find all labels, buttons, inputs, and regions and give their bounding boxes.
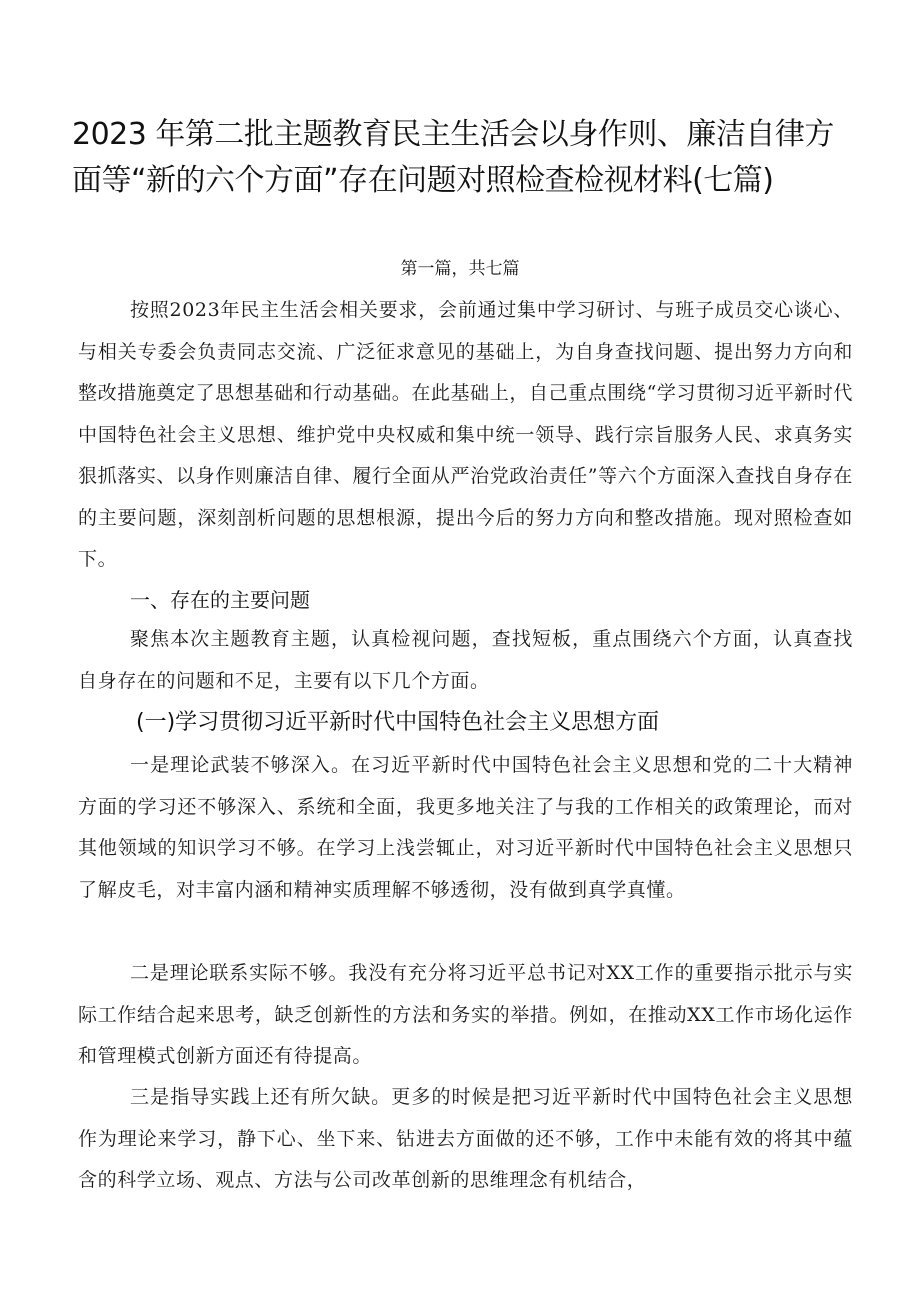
intro-paragraph: 按照2023年民主生活会相关要求，会前通过集中学习研讨、与班子成员交心谈心、与相关专委会负责同志交流、广泛征求意见的基础上，为自身查找问题、提出努力方向和整改措施奠定了思想基础和行动基础。在此基础上，自己重点围绕“学习贯彻习近平新时代中国特色社会主义思想、维护党中央权威和集中统一领导、践行宗旨服务人民、求真务实狠抓落实、以身作则廉洁自律、履行全面从严治党政治责任”等六个方面深入查找自身存在的主要问题，深刻剖析问题的思想根源，提出今后的努力方向和整改措施。现对照检查如下。 [78, 299, 853, 570]
point-two-paragraph: 二是理论联系实际不够。我没有充分将习近平总书记对XX工作的重要指示批示与实际工作结合起来思考，缺乏创新性的方法和务实的举措。例如，在推动XX工作市场化运作和管理模式创新方面还有待提高。 [78, 962, 853, 1067]
point-three-paragraph: 三是指导实践上还有所欠缺。更多的时候是把习近平新时代中国特色社会主义思想作为理论来学习，静下心、坐下来、钻进去方面做的还不够，工作中未能有效的将其中蕴含的科学立场、观点、方法与公司改革创新的思维理念有机结合， [78, 1086, 853, 1191]
document-title-line-2: 面等“新的六个方面”存在问题对照检查检视材料(七篇) [72, 163, 774, 198]
focus-paragraph: 聚焦本次主题教育主题，认真检视问题，查找短板，重点围绕六个方面，认真查找自身存在的问题和不足，主要有以下几个方面。 [78, 628, 853, 692]
document-subtitle: 第一篇，共七篇 [400, 259, 520, 279]
section-heading-main-problems: 一、存在的主要问题 [130, 588, 310, 612]
point-one-paragraph: 一是理论武装不够深入。在习近平新时代中国特色社会主义思想和党的二十大精神方面的学习还不够深入、系统和全面，我更多地关注了与我的工作相关的政策理论，而对其他领域的知识学习不够。在学习上浅尝辄止，对习近平新时代中国特色社会主义思想只了解皮毛，对丰富内涵和精神实质理解不够透彻，没有做到真学真懂。 [78, 754, 853, 901]
subsection-heading-theory-study: (一)学习贯彻习近平新时代中国特色社会主义思想方面 [136, 710, 660, 735]
document-title-line-1: 2023 年第二批主题教育民主生活会以身作则、廉洁自律方 [72, 117, 834, 152]
document-title [72, 112, 862, 204]
